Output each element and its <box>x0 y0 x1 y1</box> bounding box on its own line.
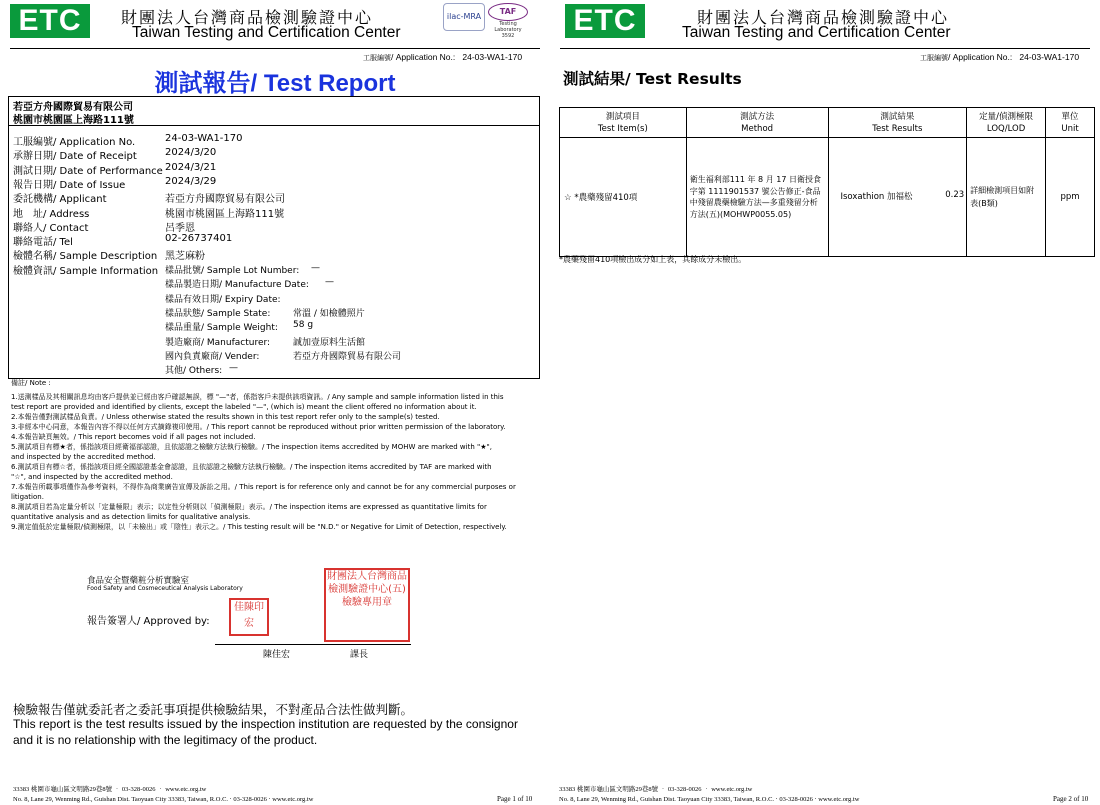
note-line: 9.測定值低於定量極限/偵測極限，以「未檢出」或「陰性」表示之。/ This testing result will be "N.D." or Negative for Limit of Detection, respectively. <box>11 523 507 531</box>
results-table <box>559 107 1095 257</box>
signer-title: 課長 <box>350 650 369 660</box>
info-value: 02-26737401 <box>165 233 233 245</box>
footer-address <box>13 785 313 805</box>
disclaimer-en: This report is the test results issued by the inspection institution are requested by the consignor and it is no relationship with the legitimacy of the product. <box>13 717 518 747</box>
cell-unit: ppm <box>1046 138 1095 257</box>
sample-info-value: 常溫 / 如檢體照片 <box>293 308 365 319</box>
note-line: 8.測試項目若為定量分析以「定量極限」表示；以定性分析則以「偵測極限」表示。/ The inspection items are expressed as quantitative limits for <box>11 503 487 511</box>
sample-info-label: 國內負責廠商/ Vender: <box>165 351 260 362</box>
taf-no: 3592 <box>501 33 515 39</box>
page-number: Page 2 of 10 <box>1053 795 1089 803</box>
results-note: *農藥殘留410項檢出成分如上表，其餘成分未檢出。 <box>559 255 747 264</box>
info-label: 聯絡電話/ Tel <box>13 237 73 249</box>
taf-logo <box>488 3 528 39</box>
col-method: 測試方法 Method <box>686 108 828 138</box>
sample-info-value: — <box>325 277 334 288</box>
note-line: 4.本報告缺頁無效。/ This report becomes void if all pages not included. <box>11 433 256 441</box>
ilac-mra-logo: ilac-MRA <box>443 3 485 31</box>
footer-line-2: No. 8, Lane 29, Wenming Rd., Guishan Dist. Taoyuan City 33383, Taiwan, R.O.C. ‧ 03-328-0026 ‧ www.etc.org.tw <box>559 796 860 803</box>
footer-line-1: 33383 桃園市龜山區文明路29巷8號 ‧ 03-328-0026 ‧ www.etc.org.tw <box>13 786 207 793</box>
sample-info-label: 製造廠商/ Manufacturer: <box>165 337 271 348</box>
client-name: 若亞方舟國際貿易有限公司 <box>13 102 133 113</box>
info-label: 委託機構/ Applicant <box>13 194 107 206</box>
info-value: 2024/3/20 <box>165 147 217 159</box>
cell-loq: 詳細檢測項目如附表(B類) <box>967 138 1046 257</box>
header-rule <box>560 48 1090 49</box>
org-name-en: Taiwan Testing and Certification Center <box>132 24 401 41</box>
info-value: 黑芝麻粉 <box>165 251 205 263</box>
info-label: 測試日期/ Date of Performance <box>13 165 163 177</box>
info-label: 檢體資訊/ Sample Information <box>13 265 159 277</box>
lab-name-en: Food Safety and Cosmeceutical Analysis Laboratory <box>87 585 243 592</box>
signature-line <box>215 644 411 645</box>
info-value: 呂季恩 <box>165 222 195 234</box>
table-header-row <box>560 108 1095 138</box>
official-stamp: 財團法人台灣商品檢測驗證中心(五)檢驗專用章 <box>324 568 410 642</box>
info-label: 檢體名稱/ Sample Description <box>13 251 158 263</box>
taf-sub: Testing Laboratory <box>494 21 522 33</box>
info-label: 報告日期/ Date of Issue <box>13 179 126 191</box>
info-value: 若亞方舟國際貿易有限公司 <box>165 194 285 206</box>
info-label: 承辦日期/ Date of Receipt <box>13 151 137 163</box>
cell-test-item: ☆ *農藥殘留410項 <box>560 138 687 257</box>
page-title: 測試報告/ Test Report <box>154 70 396 97</box>
org-name-en: Taiwan Testing and Certification Center <box>682 24 951 41</box>
note-line: and inspected by the accredited method. <box>11 453 156 461</box>
cell-method: 衛生福利部111 年 8 月 17 日衛授食字第 1111901537 號公告修正-食品中殘留農藥檢驗方法—多重殘留分析方法(五)(MOHWP0055.05) <box>686 138 828 257</box>
note-line: 2.本報告僅對測試樣品負責。/ Unless otherwise stated the results shown in this test report refer only to the sample(s) tested. <box>11 413 440 421</box>
sample-info-value: 若亞方舟國際貿易有限公司 <box>293 351 402 362</box>
sample-info-label: 樣品重量/ Sample Weight: <box>165 323 278 334</box>
col-results: 測試結果 Test Results <box>828 108 967 138</box>
sample-info-label: 樣品批號/ Sample Lot Number: <box>165 266 300 276</box>
result-analyte: Isoxathion 加福松 <box>840 192 913 202</box>
client-address: 桃園市桃園區上海路111號 <box>13 115 134 126</box>
signer-name: 陳佳宏 <box>263 650 291 660</box>
note-line: quantitative analysis and as detection limits for qualitative analysis. <box>11 513 251 521</box>
footer-line-1: 33383 桃園市龜山區文明路29巷8號 ‧ 03-328-0026 ‧ www.etc.org.tw <box>559 786 753 793</box>
org-name-zh: 財團法人台灣商品檢測驗證中心 <box>697 8 950 27</box>
note-line: test report are provided and identified by clients, except the labeled "—", (which is) meant the client offered no information about it. <box>11 403 477 411</box>
report-page-2 <box>555 0 1095 805</box>
disclaimer-zh: 檢驗報告僅就委託者之委託事項提供檢驗結果，不對產品合法性做判斷。 <box>13 702 414 717</box>
footer-line-2: No. 8, Lane 29, Wenming Rd., Guishan Dist. Taoyuan City 33383, Taiwan, R.O.C. ‧ 03-328-0026 ‧ www.etc.org.tw <box>13 796 314 803</box>
note-line: 備註/ Note : <box>11 379 51 387</box>
sample-info-value: — <box>229 363 238 374</box>
etc-logo: ETC <box>10 4 90 38</box>
note-line: "☆", and inspected by the accredited method. <box>11 473 173 481</box>
taf-mark: TAF <box>488 3 528 21</box>
info-value: 2024/3/21 <box>165 161 217 173</box>
signer-seal: 佳陳印宏 <box>229 598 269 636</box>
report-info-box <box>8 96 540 379</box>
col-unit: 單位 Unit <box>1046 108 1095 138</box>
note-line: 5.測試項目有標★者，係指該項目經衛福部認證，且依認證之檢驗方法執行檢驗。/ The inspection items accredited by MOHW are marked with "★", <box>11 443 492 451</box>
note-line: 3.非經本中心同意，本報告內容不得以任何方式摘錄複印使用。/ This report cannot be reproduced without prior written permission of the laboratory. <box>11 423 506 431</box>
sample-info-value: 58 g <box>293 320 314 331</box>
sample-info-value: — <box>311 263 320 273</box>
sample-info-label: 其他/ Others: <box>165 366 223 377</box>
sample-info-value: 誠加壹原料生活館 <box>293 337 366 348</box>
note-line: litigation. <box>11 493 44 501</box>
approved-by-label: 報告簽署人/ Approved by: <box>87 616 210 627</box>
etc-logo: ETC <box>565 4 645 38</box>
application-no: 工服編號/ Application No.: 24-03-WA1-170 <box>920 52 1080 62</box>
note-line: 6.測試項目有標☆者，係指該項目經全國認證基金會認證，且依認證之檢驗方法執行檢驗。/ The inspection items accredited by TAF are marked with <box>11 463 492 471</box>
info-label: 工服編號/ Application No. <box>13 137 136 148</box>
page-number: Page 1 of 10 <box>497 795 533 803</box>
notes <box>11 378 539 532</box>
col-loq: 定量/偵測極限 LOQ/LOD <box>967 108 1046 138</box>
org-name-zh: 財團法人台灣商品檢測驗證中心 <box>121 8 374 27</box>
application-no: 工服編號/ Application No.: 24-03-WA1-170 <box>363 52 523 62</box>
info-value: 24-03-WA1-170 <box>165 133 243 144</box>
info-label: 地 址/ Address <box>13 208 90 220</box>
sample-info-label: 樣品有效日期/ Expiry Date: <box>165 294 281 305</box>
client-header <box>9 97 539 126</box>
header-rule <box>10 48 540 49</box>
table-row <box>560 138 1095 257</box>
info-value: 2024/3/29 <box>165 175 217 187</box>
sample-info-label: 樣品製造日期/ Manufacture Date: <box>165 280 309 291</box>
sample-info-label: 樣品狀態/ Sample State: <box>165 308 271 319</box>
result-value: 0.23 <box>945 190 965 200</box>
lab-name: 食品安全暨藥粧分析實驗室 <box>87 576 190 586</box>
footer-address <box>559 785 859 805</box>
info-value: 桃園市桃園區上海路111號 <box>165 208 285 220</box>
report-page-1 <box>5 0 545 805</box>
col-test-item: 測試項目 Test Item(s) <box>560 108 687 138</box>
note-line: 7.本報告所載事項僅作為參考資料，不得作為商業廣告宣傳及訴訟之用。/ This report is for reference only and cannot be for any commercial purposes or <box>11 483 516 491</box>
note-line: 1.送測樣品及其相關訊息均由客戶提供並已經由客戶確認無誤，標 "—"者，係指客戶未提供該項資訊。/ Any sample and sample information listed in this <box>11 393 504 401</box>
cell-result <box>828 138 967 257</box>
page-title: 測試結果/ Test Results <box>563 70 742 88</box>
info-label: 聯絡人/ Contact <box>13 222 89 234</box>
